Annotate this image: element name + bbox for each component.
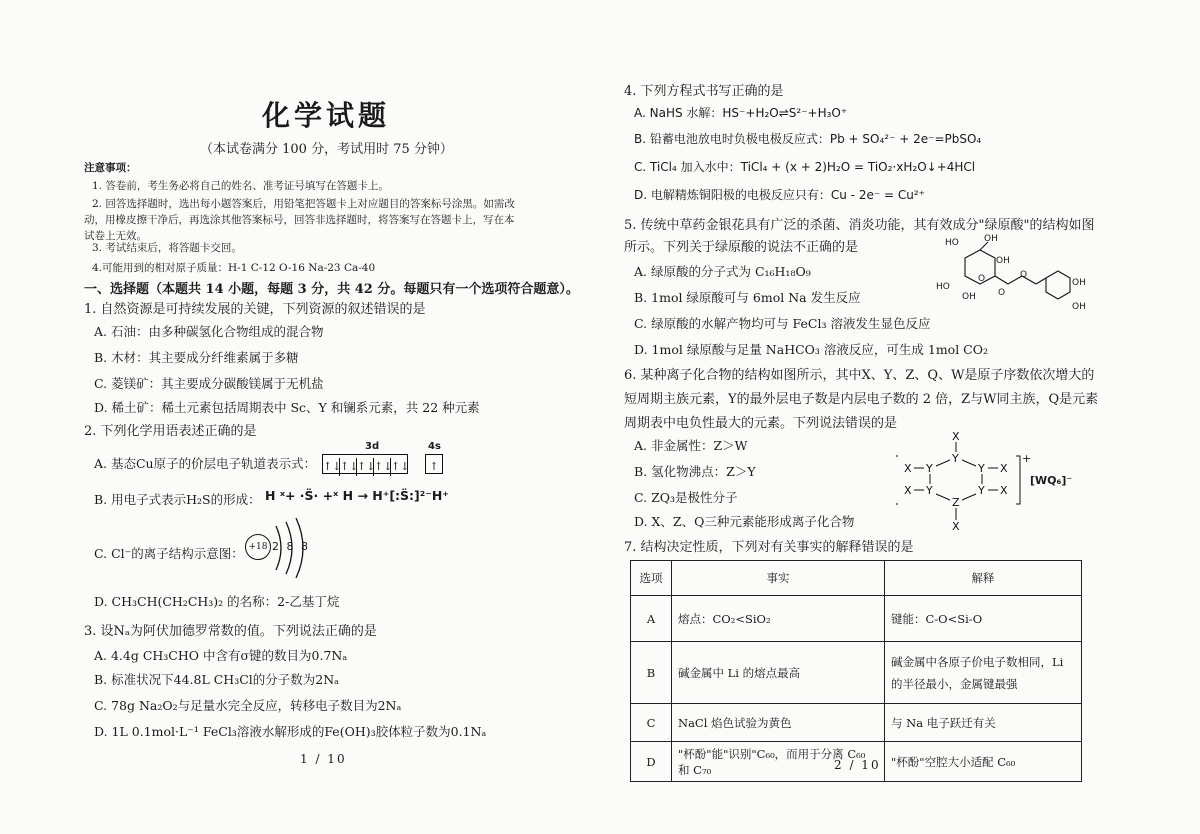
q5-option-d: D. 1mol 绿原酸与足量 NaHCO₃ 溶液反应，可生成 1mol CO₂ [634,342,988,357]
q4-option-b: B. 铅蓄电池放电时负极电极反应式：Pb + SO₄²⁻ + 2e⁻=PbSO₄ [634,132,982,146]
q1-option-c: C. 菱镁矿：其主要成分碳酸镁属于无机盐 [94,376,324,391]
q7-stem: 7. 结构决定性质，下列对有关事实的解释错误的是 [624,540,914,555]
struct-label: O [978,274,986,284]
q1-option-b: B. 木材：其主要成分纤维素属于多糖 [94,350,299,365]
struct-label: HO [936,282,950,292]
page-number: 2 / 10 [834,758,881,772]
q6-option-c: C. ZQ₃是极性分子 [634,490,738,505]
note-1: 1. 答卷前，考生务必将自己的姓名、准考证号填写在答题卡上。 [92,180,389,192]
q2-stem: 2. 下列化学用语表述正确的是 [84,424,257,439]
q4-stem: 4. 下列方程式书写正确的是 [624,84,784,99]
notes-heading: 注意事项： [84,162,137,174]
orbital-3d-diagram [322,454,408,474]
orbital-box: ↑↓ [323,458,340,476]
svg-text:Z: Z [952,496,960,509]
q5-option-a: A. 绿原酸的分子式为 C₁₆H₁₈O₉ [634,264,811,279]
struct-label: OH [1072,278,1086,288]
table-row [631,704,1082,742]
q7-facts-table [630,560,1082,782]
q4-option-a: A. NaHS 水解：HS⁻+H₂O⇌S²⁻+H₃O⁺ [634,106,848,120]
q6-stem-line3: 周期表中电负性最大的元素。下列说法错误的是 [624,416,898,431]
h2s-electron-formula: H ˣ+ ·S̈· +ˣ H → H⁺[:S̈:]²⁻H⁺ [265,488,449,503]
q5-option-b: B. 1mol 绿原酸可与 6mol Na 发生反应 [634,290,861,305]
table-cell: 键能：C-O<Si-O [885,596,1082,642]
svg-text:Y: Y [926,462,933,475]
nucleus-circle: +18 [245,534,271,560]
electron-shell-counts: 2 8 8 [272,540,310,553]
svg-text:X: X [952,520,960,532]
svg-text:Y: Y [952,452,959,465]
q3-option-c: C. 78g Na₂O₂与足量水完全反应，转移电子数目为2Nₐ [94,698,402,713]
struct-label: OH [962,292,976,302]
q2-option-a: A. 基态Cu原子的价层电子轨道表示式： [94,456,317,471]
svg-text:X: X [952,430,960,443]
svg-text:X: X [1000,484,1008,497]
q5-stem-line1: 5. 传统中草药金银花具有广泛的杀菌、消炎功能，其有效成分"绿原酸"的结构如图 [624,218,1095,233]
note-2-end: 试卷上无效。 [84,230,147,242]
q2-option-c: C. Cl⁻的离子结构示意图： [94,546,244,561]
table-cell: 熔点：CO₂<SiO₂ [672,596,885,642]
orbital-box: ↑↓ [374,458,391,476]
q2-option-d: D. CH₃CH(CH₂CH₃)₂ 的名称：2-乙基丁烷 [94,594,340,609]
struct-label: O [1020,270,1028,280]
table-row [631,642,1082,704]
struct-label: OH [1072,302,1086,312]
svg-text:X: X [904,484,912,497]
q4-option-c: C. TiCl₄ 加入水中：TiCl₄ + (x + 2)H₂O = TiO₂·xH₂O↓+4HCl [634,160,976,174]
q1-option-d: D. 稀土矿：稀土元素包括周期表中 Sc、Y 和镧系元素，共 22 种元素 [94,400,480,415]
cation-charge: + [1022,452,1032,465]
table-header-row [631,561,1082,596]
note-4: 4.可能用到的相对原子质量：H-1 C-12 O-16 Na-23 Ca-40 [92,262,376,274]
note-2-cont: 动，用橡皮擦干净后，再选涂其他答案标号，回答非选择题时，将答案写在答题卡上，写在本 [84,214,515,226]
ionic-compound-structure-icon [896,428,1026,532]
q6-option-a: A. 非金属性：Z＞W [634,438,748,453]
q6-option-d: D. X、Z、Q三种元素能形成离子化合物 [634,514,855,529]
struct-label: OH [996,256,1010,266]
q3-stem: 3. 设Nₐ为阿伏加德罗常数的值。下列说法正确的是 [84,624,377,639]
note-3: 3. 考试结束后，将答题卡交回。 [92,242,242,254]
q6-stem-line1: 6. 某种离子化合物的结构如图所示，其中X、Y、Z、Q、W是原子序数依次增大的 [624,368,1095,383]
table-cell: "杯酚"空腔大小适配 C₆₀ [885,742,1082,782]
orbital-box: ↑↓ [357,458,374,476]
table-cell: 碱金属中各原子价电子数相同，Li 的半径最小，金属键最强 [885,642,1082,704]
q6-option-b: B. 氢化物沸点：Z＞Y [634,464,756,479]
page-subtitle: （本试卷满分 100 分，考试用时 75 分钟） [200,142,453,157]
q5-option-c: C. 绿原酸的水解产物均可与 FeCl₃ 溶液发生显色反应 [634,316,931,331]
svg-text:X: X [904,462,912,475]
note-2: 2. 回答选择题时，选出每小题答案后，用铅笔把答题卡上对应题目的答案标号涂黑。如需改 [92,198,515,210]
orbital-4s-label: 4s [428,441,441,452]
page-number: 1 / 10 [300,752,347,766]
struct-label: HO [945,238,959,248]
orbital-3d-label: 3d [365,441,380,452]
orbital-box: ↑↓ [391,460,410,473]
table-cell: D [631,742,672,782]
table-row [631,742,1082,782]
q3-option-d: D. 1L 0.1mol·L⁻¹ FeCl₃溶液水解形成的Fe(OH)₃胶体粒子数为0.1Nₐ [94,724,487,739]
orbital-box: ↑↓ [340,458,357,476]
q5-stem-line2: 所示。下列关于绿原酸的说法不正确的是 [624,240,859,255]
struct-label: O [998,288,1006,298]
table-cell: NaCl 焰色试验为黄色 [672,704,885,742]
table-header: 解释 [885,561,1082,596]
q3-option-a: A. 4.4g CH₃CHO 中含有σ键的数目为0.7Nₐ [94,648,348,663]
svg-text:Y: Y [978,462,985,475]
q6-stem-line2: 短周期主族元素，Y的最外层电子数是内层电子数的 2 倍，Z与W同主族，Q是元素 [624,392,1099,407]
orbital-box: ↑ [429,460,439,473]
table-cell: "杯酚"能"识别"C₆₀，而用于分离 C₆₀ 和 C₇₀ [672,742,885,782]
table-header: 事实 [672,561,885,596]
section-heading: 一、选择题（本题共 14 小题，每题 3 分，共 42 分。每题只有一个选项符合题意）。 [84,282,579,297]
q4-option-d: D. 电解精炼铜阳极的电极反应只有：Cu - 2e⁻ = Cu²⁺ [634,188,925,202]
struct-label: OH [984,234,998,244]
table-cell: 碱金属中 Li 的熔点最高 [672,642,885,704]
q3-option-b: B. 标准状况下44.8L CH₃Cl的分子数为2Nₐ [94,672,339,687]
table-row [631,596,1082,642]
svg-text:Y: Y [978,484,985,497]
q1-option-a: A. 石油：由多种碳氢化合物组成的混合物 [94,324,324,339]
table-cell: B [631,642,672,704]
orbital-4s-diagram [425,454,443,474]
page-title: 化学试题 [262,99,391,132]
q2-option-b: B. 用电子式表示H₂S的形成： [94,492,261,507]
svg-text:X: X [1000,462,1008,475]
q1-stem: 1. 自然资源是可持续发展的关键，下列资源的叙述错误的是 [84,302,426,317]
table-header: 选项 [631,561,672,596]
svg-text:Y: Y [926,484,933,497]
table-cell: 与 Na 电子跃迁有关 [885,704,1082,742]
table-cell: C [631,704,672,742]
table-cell: A [631,596,672,642]
chlorogenic-acid-structure-icon [930,236,1090,320]
anion-formula: [WQ₆]⁻ [1030,474,1073,487]
